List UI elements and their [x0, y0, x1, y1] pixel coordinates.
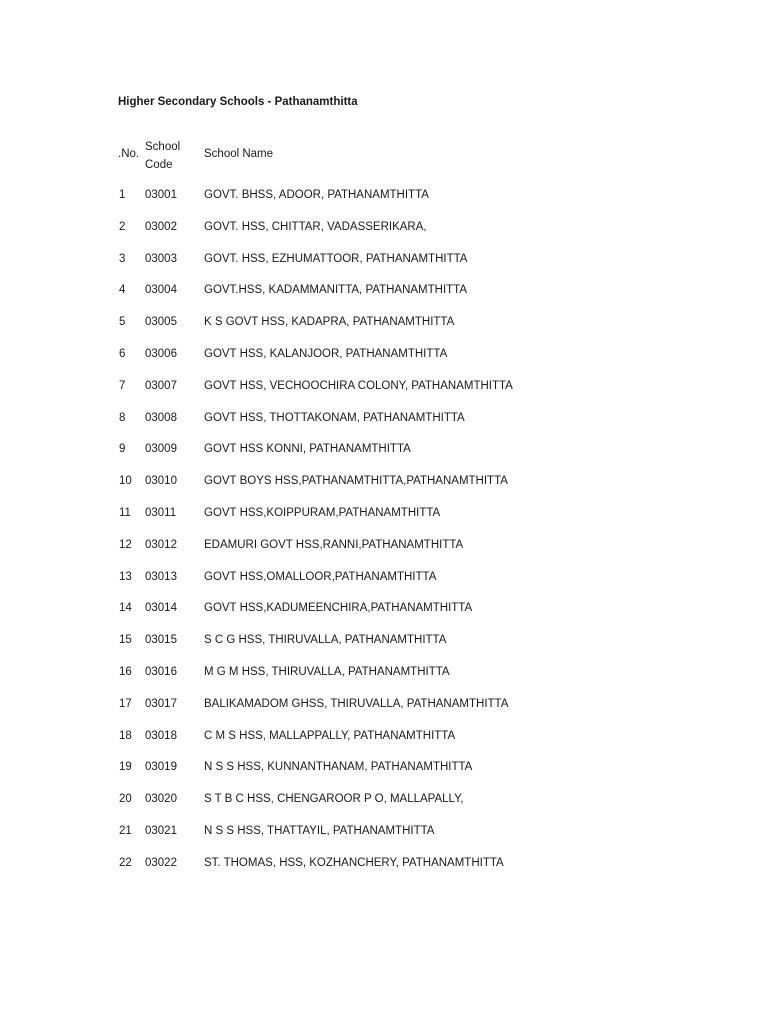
table-row: [0, 347, 768, 379]
row-serial-number: 13: [119, 570, 132, 583]
table-row: [0, 474, 768, 506]
row-school-name: GOVT BOYS HSS,PATHANAMTHITTA,PATHANAMTHITTA: [204, 475, 508, 488]
row-school-code: 03009: [145, 443, 177, 456]
row-school-name: GOVT HSS KONNI, PATHANAMTHITTA: [204, 443, 411, 456]
table-row: [0, 856, 768, 888]
row-school-code: 03018: [145, 729, 177, 742]
row-school-name: N S S HSS, KUNNANTHANAM, PATHANAMTHITTA: [204, 761, 473, 774]
table-row: [0, 729, 768, 761]
table-row: [0, 792, 768, 824]
row-school-code: 03019: [145, 761, 177, 774]
row-school-code: 03020: [145, 793, 177, 806]
row-school-code: 03016: [145, 665, 177, 678]
row-school-name: GOVT HSS,OMALLOOR,PATHANAMTHITTA: [204, 570, 437, 583]
row-school-name: GOVT HSS, VECHOOCHIRA COLONY, PATHANAMTHITTA: [204, 379, 513, 392]
row-school-name: C M S HSS, MALLAPPALLY, PATHANAMTHITTA: [204, 729, 456, 742]
row-school-code: 03002: [145, 220, 177, 233]
table-row: [0, 220, 768, 252]
row-school-code: 03006: [145, 347, 177, 360]
row-serial-number: 20: [119, 793, 132, 806]
row-school-code: 03014: [145, 602, 177, 615]
row-school-code: 03003: [145, 252, 177, 265]
row-serial-number: 4: [119, 284, 126, 297]
header-school-code: School Code: [145, 141, 181, 171]
table-row: [0, 252, 768, 284]
table-row: [0, 283, 768, 315]
row-serial-number: 7: [119, 379, 126, 392]
table-row: [0, 824, 768, 856]
row-serial-number: 6: [119, 347, 126, 360]
row-serial-number: 5: [119, 316, 126, 329]
page-title: Higher Secondary Schools - Pathanamthitta: [118, 96, 358, 108]
row-school-name: GOVT. BHSS, ADOOR, PATHANAMTHITTA: [204, 189, 429, 201]
table-row: [0, 570, 768, 602]
row-serial-number: 21: [119, 824, 132, 837]
table-row: [0, 506, 768, 538]
row-school-name: S C G HSS, THIRUVALLA, PATHANAMTHITTA: [204, 634, 447, 647]
row-school-code: 03011: [145, 506, 177, 519]
row-school-code: 03015: [145, 634, 177, 647]
table-row: [0, 188, 768, 220]
row-serial-number: 9: [119, 443, 126, 456]
header-serial-number: .No.: [118, 148, 140, 160]
table-body: [0, 188, 768, 888]
table-header: [0, 137, 768, 173]
table-row: [0, 411, 768, 443]
row-school-code: 03004: [145, 284, 177, 297]
row-serial-number: 19: [119, 761, 132, 774]
row-serial-number: 10: [119, 475, 132, 488]
row-school-name: GOVT HSS, KALANJOOR, PATHANAMTHITTA: [204, 347, 448, 360]
row-school-name: GOVT.HSS, KADAMMANITTA, PATHANAMTHITTA: [204, 284, 468, 297]
table-row: [0, 315, 768, 347]
table-row: [0, 442, 768, 474]
table-row: [0, 697, 768, 729]
row-serial-number: 2: [119, 220, 126, 233]
header-school-name: School Name: [204, 148, 274, 160]
row-serial-number: 8: [119, 411, 126, 424]
row-serial-number: 16: [119, 665, 132, 678]
row-serial-number: 15: [119, 634, 132, 647]
row-school-name: K S GOVT HSS, KADAPRA, PATHANAMTHITTA: [204, 316, 455, 329]
row-school-code: 03013: [145, 570, 177, 583]
row-serial-number: 22: [119, 856, 132, 869]
row-school-name: GOVT. HSS, CHITTAR, VADASSERIKARA,: [204, 220, 427, 233]
row-serial-number: 12: [119, 538, 132, 551]
row-school-name: ST. THOMAS, HSS, KOZHANCHERY, PATHANAMTHITTA: [204, 856, 504, 869]
row-school-name: GOVT HSS,KADUMEENCHIRA,PATHANAMTHITTA: [204, 602, 473, 615]
row-serial-number: 1: [119, 189, 126, 201]
row-school-name: GOVT HSS,KOIPPURAM,PATHANAMTHITTA: [204, 506, 441, 519]
row-serial-number: 14: [119, 602, 132, 615]
table-row: [0, 760, 768, 792]
row-school-name: EDAMURI GOVT HSS,RANNI,PATHANAMTHITTA: [204, 538, 464, 551]
table-row: [0, 665, 768, 697]
table-row: [0, 538, 768, 570]
row-serial-number: 18: [119, 729, 132, 742]
row-school-name: GOVT HSS, THOTTAKONAM, PATHANAMTHITTA: [204, 411, 465, 424]
row-school-code: 03021: [145, 824, 177, 837]
row-serial-number: 3: [119, 252, 126, 265]
table-row: [0, 379, 768, 411]
row-school-code: 03017: [145, 697, 177, 710]
row-serial-number: 11: [119, 506, 131, 519]
row-school-name: S T B C HSS, CHENGAROOR P O, MALLAPALLY,: [204, 793, 464, 806]
row-school-code: 03001: [145, 189, 177, 201]
row-school-name: N S S HSS, THATTAYIL, PATHANAMTHITTA: [204, 824, 435, 837]
row-school-name: GOVT. HSS, EZHUMATTOOR, PATHANAMTHITTA: [204, 252, 468, 265]
row-school-name: M G M HSS, THIRUVALLA, PATHANAMTHITTA: [204, 665, 450, 678]
row-school-code: 03007: [145, 379, 177, 392]
row-school-code: 03005: [145, 316, 177, 329]
row-school-name: BALIKAMADOM GHSS, THIRUVALLA, PATHANAMTHITTA: [204, 697, 509, 710]
table-row: [0, 633, 768, 665]
row-school-code: 03012: [145, 538, 177, 551]
row-school-code: 03010: [145, 475, 177, 488]
table-row: [0, 601, 768, 633]
row-school-code: 03008: [145, 411, 177, 424]
row-school-code: 03022: [145, 856, 177, 869]
row-serial-number: 17: [119, 697, 132, 710]
